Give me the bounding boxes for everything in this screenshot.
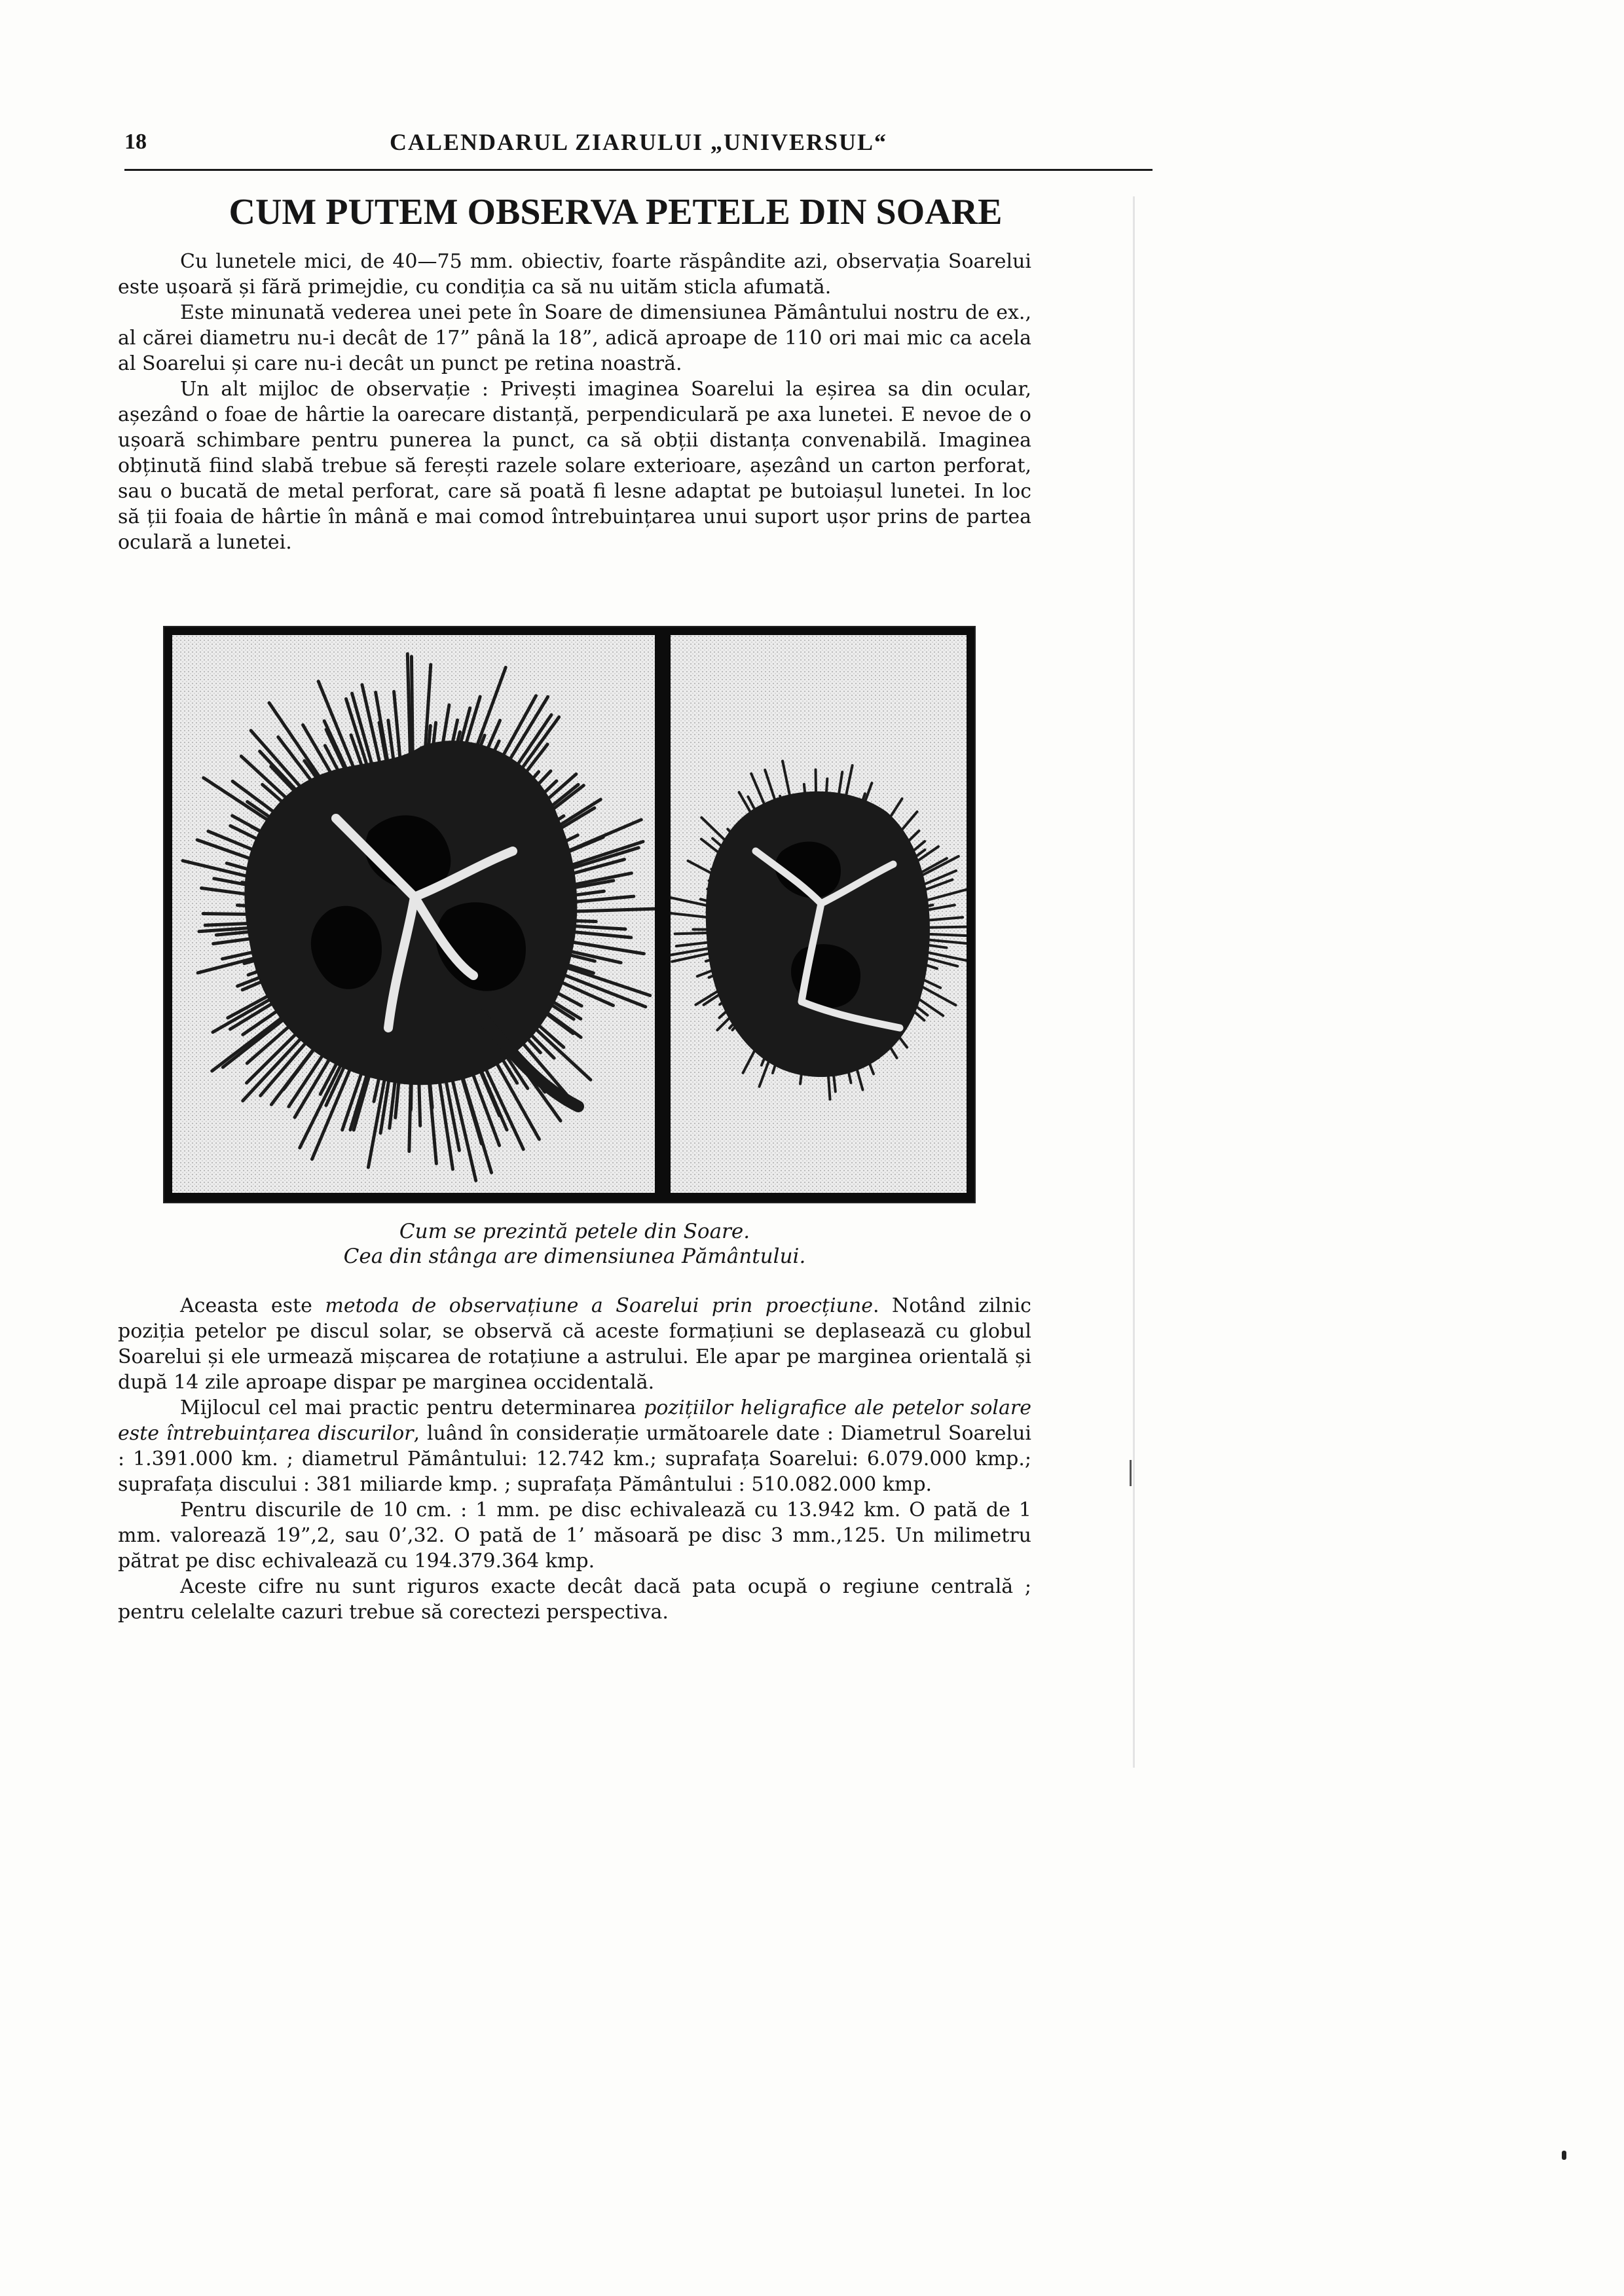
method-text-end: . Notând zilnic poziția petelor pe discul solar, se observă că aceste formațiuni se deplasează cu globul Soarelui și ele urmează mișcarea de rotațiune a astrului. Ele apar pe marginea orientală și după 14 zile aproape dispar pe marginea occidentală. [118, 1294, 1031, 1394]
sunspot-large-drawing [172, 635, 655, 1193]
page-number: 18 [124, 130, 147, 154]
scan-speck [1130, 1460, 1132, 1486]
paragraph-lunetes: Cu lunetele mici, de 40—75 mm. obiectiv, foarte răspândite azi, observația Soarelui este ușoară și fără primejdie, cu condiția ca să nu uităm sticla afumată. [118, 250, 1031, 299]
paragraph-accuracy: Aceste cifre nu sunt riguros exacte decât dacă pata ocupă o regiune centrală ; pentru celelalte cazuri trebue să corectezi perspectiva. [118, 1575, 1031, 1624]
sunspot-photo-small [671, 635, 967, 1193]
article-continuation [118, 1293, 1031, 1625]
page-header [124, 123, 1153, 171]
paragraph-method [118, 1293, 1031, 1395]
sunspot-photo-large [172, 635, 655, 1193]
means-text-end: , luând în considerație următoarele date : Diametrul Soarelui : 1.391.000 km. ; diametrul Pământului: 12.742 km.; suprafața Soarelui: 6.079.000 kmp.; suprafața discului : 381 miliarde kmp. ; suprafața Pământului : 510.082.000 kmp. [118, 1422, 1031, 1496]
sunspot-plate [164, 627, 974, 1202]
method-text-start: Aceasta este [180, 1294, 325, 1317]
running-title: CALENDARUL ZIARULUI „UNIVERSUL“ [389, 129, 888, 155]
scan-edge-mark [1133, 196, 1135, 1768]
method-emphasis: metoda de observațiune a Soarelui prin proecțiune [325, 1294, 873, 1317]
paragraph-discs: Pentru discurile de 10 cm. : 1 mm. pe disc echivalează cu 13.942 km. O pată de 1 mm. valorează 19”,2, sau 0’,32. O pată de 1’ măsoară pe disc 3 mm.,125. Un milimetru pătrat pe disc echivalează cu 194.379.364 kmp. [118, 1499, 1031, 1573]
means-text-start: Mijlocul cel mai practic pentru determinarea [180, 1396, 644, 1419]
caption-line-1: Cum se prezintă petele din Soare. [399, 1220, 750, 1243]
figure-caption [118, 1219, 1031, 1269]
paragraph-means [118, 1395, 1031, 1497]
paragraph-sunspot-size: Este minunată vederea unei pete în Soare de dimensiunea Pământului nostru de ex., al cărei diametru nu-i decât de 17” până la 18”, adică aproape de 110 ori mai mic ca acela al Soarelui și care nu-i decât un punct pe retina noastră. [118, 301, 1031, 375]
article-intro [118, 249, 1031, 555]
paragraph-projection: Un alt mijloc de observație : Privești imaginea Soarelui la eșirea sa din ocular, așezând o foae de hârtie la oarecare distanță, perpendiculară pe axa lunetei. E nevoe de o ușoară schimbare pentru punerea la punct, ca să obții distanța convenabilă. Imaginea obținută fiind slabă trebue să ferești razele solare exterioare, așezând un carton perforat, sau o bucată de metal perforat, care să poată fi lesne adaptat pe butoiașul lunetei. In loc să ții foaia de hârtie în mână e mai comod întrebuințarea unui suport ușor prins de partea oculară a lunetei. [118, 378, 1031, 554]
article-title: CUM PUTEM OBSERVA PETELE DIN SOARE [229, 192, 1003, 232]
sunspot-small-drawing [671, 635, 967, 1193]
scan-speck [1562, 2151, 1566, 2160]
caption-line-2: Cea din stânga are dimensiunea Pământului. [343, 1245, 806, 1268]
means-emphasis: pozițiilor heligrafice ale petelor solare este întrebuințarea discurilor [118, 1396, 1031, 1445]
